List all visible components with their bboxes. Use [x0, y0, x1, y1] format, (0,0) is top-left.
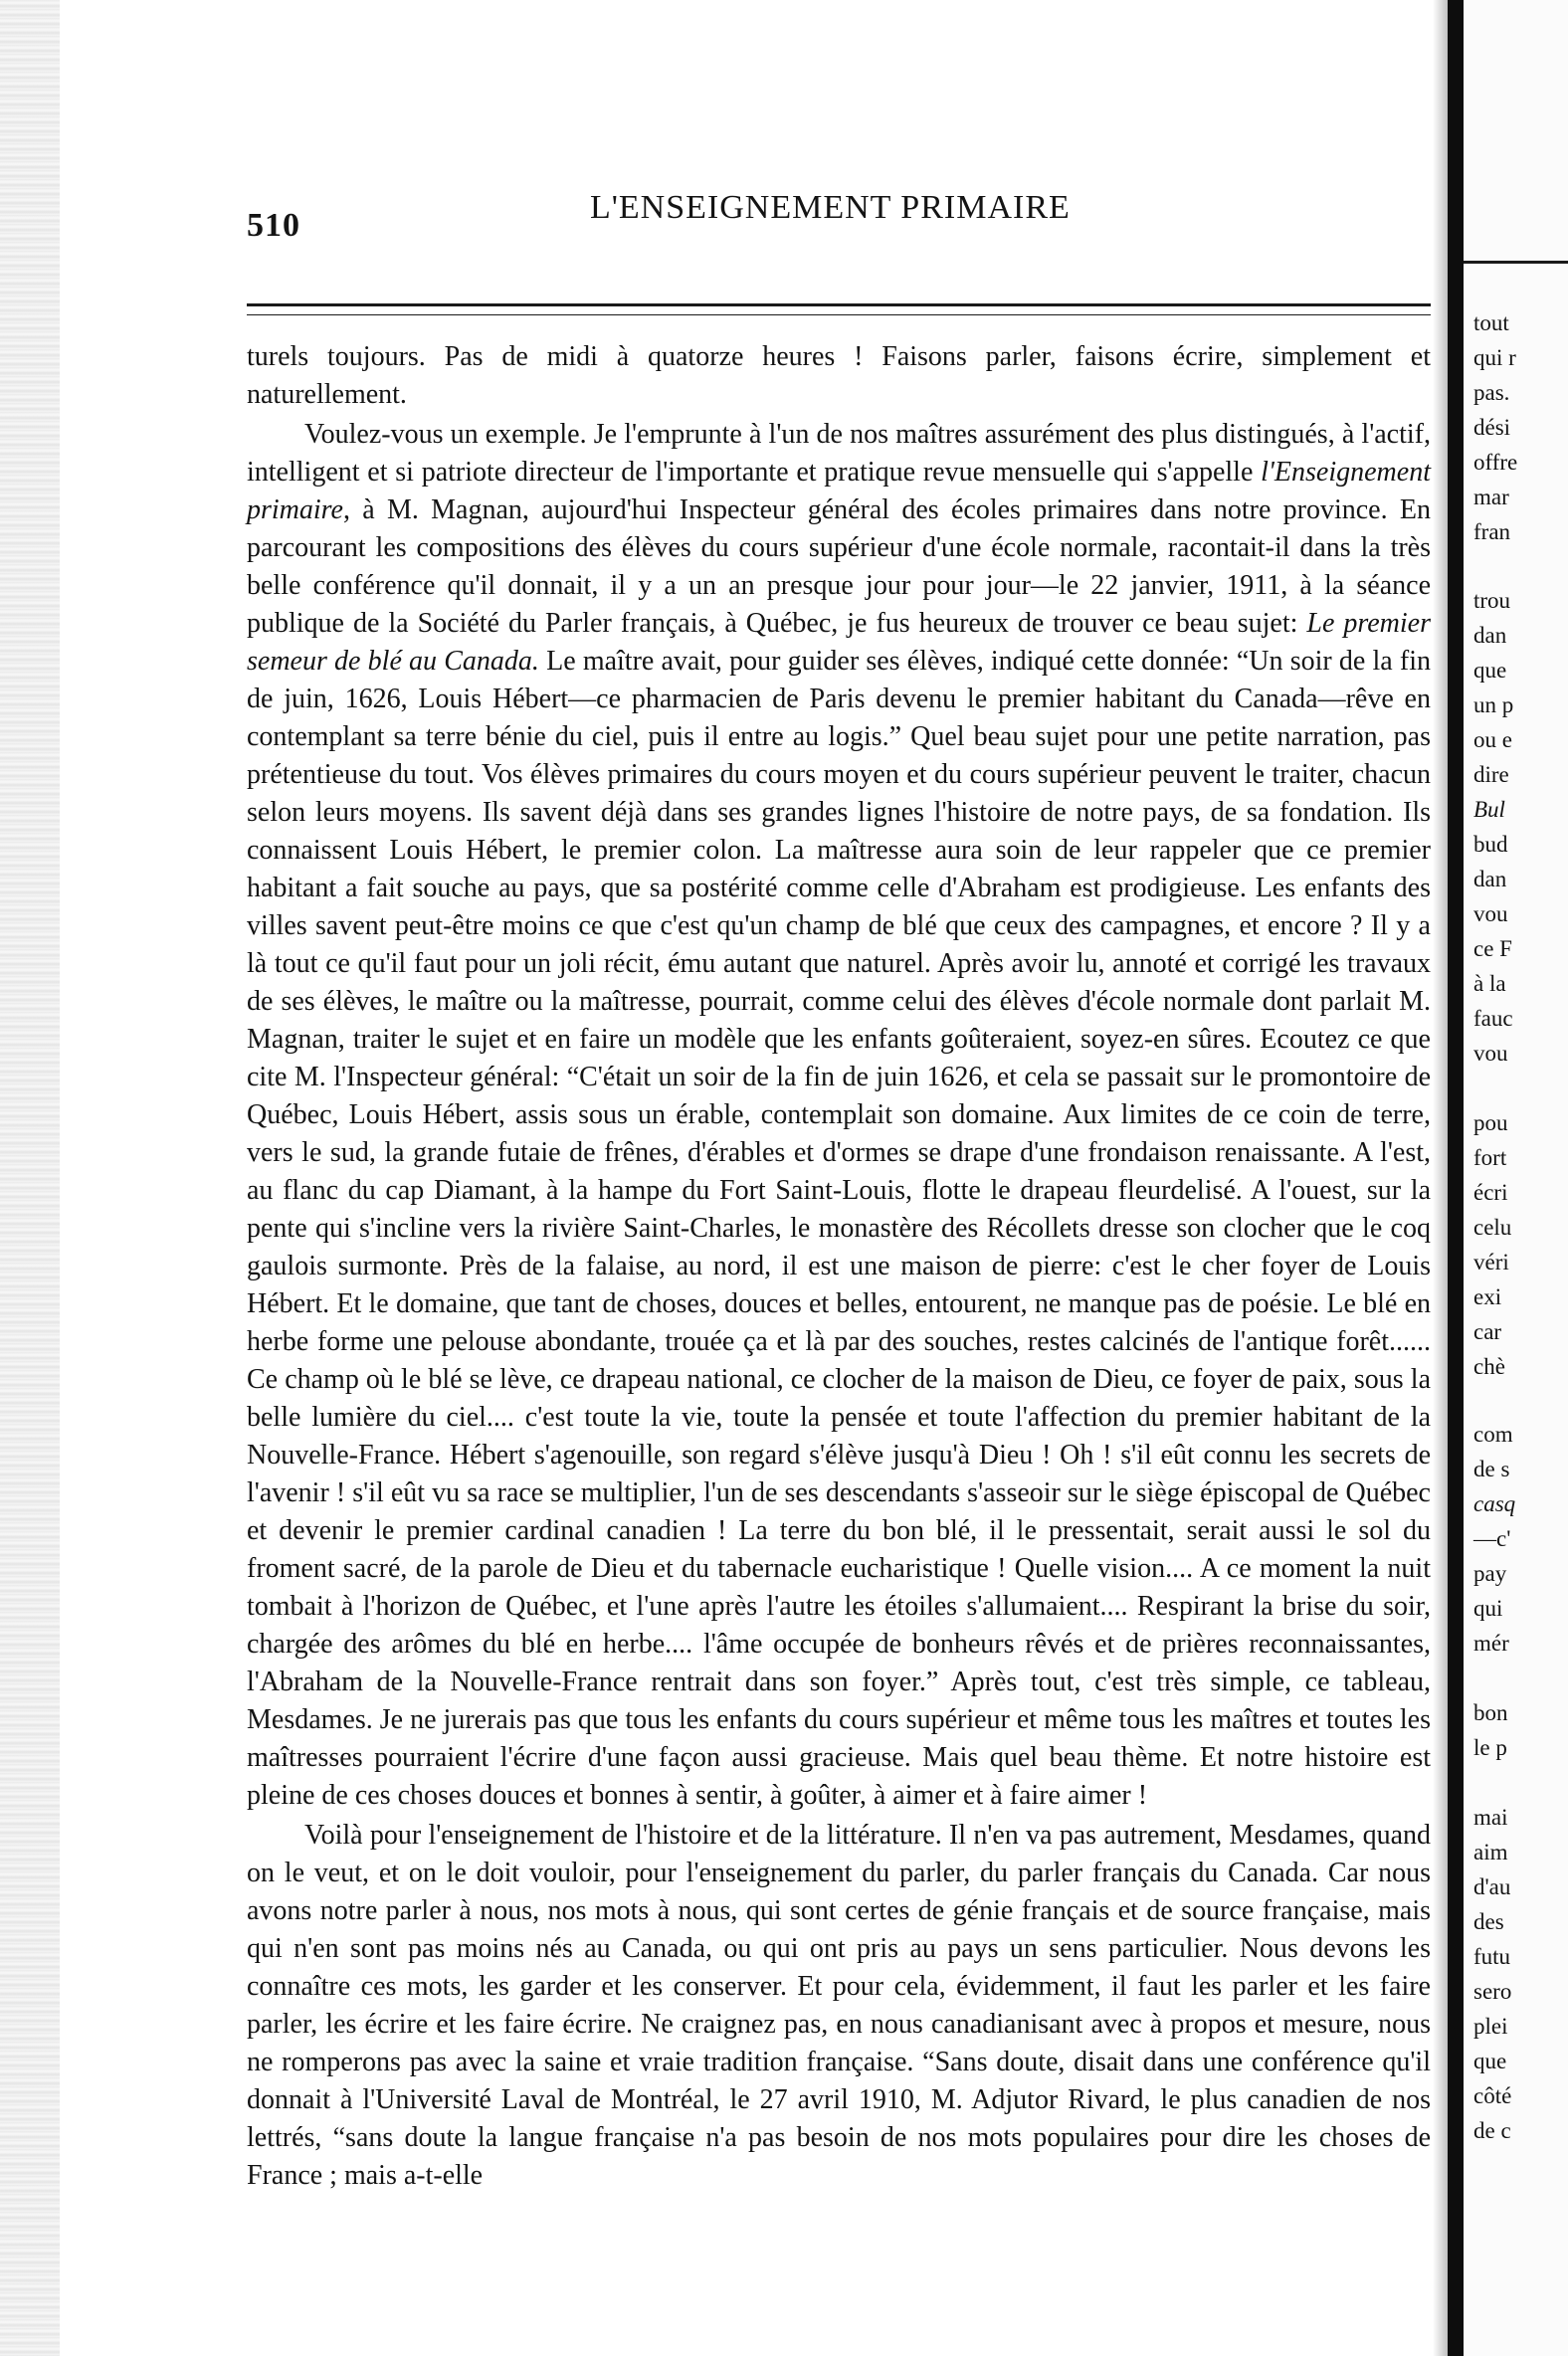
next-page-fragment: de c — [1473, 2118, 1511, 2143]
next-page-fragment: trou — [1473, 588, 1511, 613]
next-page-fragment: de s — [1473, 1457, 1510, 1481]
next-page-fragment: vou — [1473, 901, 1508, 926]
paragraph-2-part-a: Voulez-vous un exemple. Je l'emprunte à l'un de nos maîtres assurément des plus distingués, à l'actif, intelligent et si patriote directeur de l'importante et pratique revue mensuelle qui s'appelle — [247, 419, 1431, 488]
next-page-fragment: un p — [1473, 692, 1514, 717]
next-page-fragment: ce F — [1473, 936, 1512, 961]
paragraph-1: turels toujours. Pas de midi à quatorze heures ! Faisons parler, faisons écrire, simplement et naturellement. — [247, 341, 1431, 410]
next-page-fragment: mar — [1473, 485, 1509, 509]
next-page-fragment: à la — [1473, 971, 1506, 996]
page-number: 510 — [247, 207, 300, 244]
paragraph-2-part-c: Le maître avait, pour guider ses élèves, indiqué cette donnée: “Un soir de la fin de juin, 1626, Louis Hébert—ce pharmacien de Paris devenu le premier habitant du Canada—rêve en contemplant sa terre bénie du ciel, puis il entre au logis.” Quel beau sujet pour une petite narration, pas prétentieuse du tout. Vos élèves primaires du cours moyen et du cours supérieur peuvent le traiter, chacun selon leurs moyens. Ils savent déjà dans ses grandes lignes l'histoire de notre pays, de sa fondation. Ils connaissent Louis Hébert, le premier colon. La maîtresse aura soin de leur rappeler que ce premier habitant a fait souche au pays, que sa postérité comme celle d'Abraham est prodigieuse. Les enfants des villes savent peut-être moins ce que c'est qu'un champ de blé que ceux des campagnes, et encore ? Il y a là tout ce qu'il faut pour un joli récit, ému autant que naturel. Après avoir lu, annoté et corrigé les travaux de ses élèves, le maître ou la maîtresse, pourrait, comme celui des élèves d'école normale dont parlait M. Magnan, traiter le sujet et en faire un modèle que les enfants goûteraient, soyez-en sûres. Ecoutez ce que cite M. l'Inspecteur général: “C'était un soir de la fin de juin 1626, et cela se passait sur le promontoire de Québec, Louis Hébert, assis sous un érable, contemplait son domaine. Aux limites de ce coin de terre, vers le sud, la grande futaie de frênes, d'érables et d'ormes se drape d'une frondaison renaissante. A l'est, au flanc du cap Diamant, à la hampe du Fort Saint-Louis, flotte le drapeau fleurdelisé. A l'ouest, sur la pente qui s'incline vers la rivière Saint-Charles, le monastère des Récollets dresse son clocher que le coq gaulois surmonte. Près de la falaise, au nord, il est une maison de pierre: c'est le cher foyer de Louis Hébert. Et le domaine, que tant de choses, douces et belles, entourent, ne manque pas de poésie. Le blé en herbe forme une pelouse abondante, trouée ça et là par des souches, restes calcinés de l'antique forêt...... Ce champ où le blé se lève, ce drapeau national, ce clocher de la maison de Dieu, ce foyer de paix, sous la belle lumière du ciel.... c'est toute la vie, toute la pensée et toute l'affection du premier habitant de la Nouvelle-France. Hébert s'agenouille, son regard s'élève jusqu'à Dieu ! Oh ! s'il eût connu les secrets de l'avenir ! s'il eût vu sa race se multiplier, l'un de ses descendants s'asseoir sur le siège épiscopal de Québec et devenir le premier cardinal canadien ! La terre du bon blé, il le pressentait, serait aussi le sol du froment sacré, de la parole de Dieu et du tabernacle eucharistique ! Quelle vision.... A ce moment la nuit tombait à l'horizon de Québec, et l'une après l'autre les étoiles s'allumaient.... Respirant la brise du soir, chargée des arômes du blé en herbe.... l'âme occupée de bonheurs rêvés et de prières reconnaissantes, l'Abraham de la Nouvelle-France rentrait dans son foyer.” Après tout, c'est très simple, ce tableau, Mesdames. Je ne jurerais pas que tous les enfants du cours supérieur et même tous les maîtres et toutes les maîtresses pourraient l'écrire d'une façon aussi gracieuse. Mais quel beau thème. Et notre histoire est pleine de ces choses douces et bonnes à sentir, à goûter, à aimer et à faire aimer ! — [247, 646, 1431, 1811]
next-page-edge — [1464, 0, 1568, 2356]
next-page-fragment: dési — [1473, 415, 1511, 440]
next-page-fragment: chè — [1473, 1354, 1505, 1379]
next-page-fragment: plei — [1473, 2014, 1508, 2039]
next-page-fragment: que — [1473, 658, 1507, 683]
next-page-fragment: bon — [1473, 1700, 1508, 1725]
gutter-shadow — [1433, 0, 1448, 2356]
scan-edge-shadow — [0, 0, 60, 2356]
next-page-fragment: mér — [1473, 1631, 1509, 1656]
next-page-fragment: qui r — [1473, 345, 1516, 370]
next-page-fragment: futu — [1473, 1944, 1511, 1969]
next-page-fragment: mai — [1473, 1805, 1508, 1830]
next-page-fragment: écri — [1473, 1180, 1508, 1205]
next-page-fragment: car — [1473, 1319, 1502, 1344]
paragraph-2-part-b: , à M. Magnan, aujourd'hui Inspecteur général des écoles primaires dans notre province. En parcourant les compositions des élèves du cours supérieur d'une école normale, racontait-il dans la très belle conférence qu'il donnait, il y a un an presque jour pour jour—le 22 janvier, 1911, à la séance publique de la Société du Parler français, à Québec, je fus heureux de trouver ce beau sujet: — [247, 494, 1431, 639]
next-page-fragment: côté — [1473, 2083, 1512, 2108]
next-page-fragment: com — [1473, 1422, 1513, 1447]
next-page-fragment: exi — [1473, 1284, 1502, 1309]
next-page-fragment: —c' — [1473, 1526, 1511, 1551]
next-page-fragment: Bul — [1473, 797, 1505, 822]
body-text — [247, 338, 1431, 2195]
paragraph-2 — [247, 416, 1431, 1815]
next-page-fragment: pas. — [1473, 380, 1510, 405]
next-page-fragment: pay — [1473, 1561, 1507, 1586]
next-page-fragment: dire — [1473, 762, 1509, 787]
next-page-fragment: d'au — [1473, 1874, 1511, 1899]
page-header — [247, 189, 1431, 249]
next-page-fragment: qui — [1473, 1596, 1503, 1621]
next-page-fragment: tout — [1473, 310, 1509, 335]
subject-title: Le premier semeur de blé au Canada. — [247, 608, 1431, 677]
running-title: L'ENSEIGNEMENT PRIMAIRE — [590, 189, 1071, 226]
next-page-fragment: ou e — [1473, 727, 1512, 752]
book-gutter — [1448, 0, 1464, 2356]
next-page-fragment: pou — [1473, 1110, 1508, 1135]
next-page-fragment: bud — [1473, 832, 1508, 857]
next-page-fragment: fauc — [1473, 1006, 1513, 1031]
paragraph-3: Voilà pour l'enseignement de l'histoire et de la littérature. Il n'en va pas autrement, Mesdames, quand on le veut, et on le doit vouloir, pour l'enseignement du parler, du parler français du Canada. Car nous avons notre parler à nous, nos mots à nous, qui sont certes de génie français et de source française, mais qui n'en sont pas moins nés au Canada, ou qui ont pris au pays un sens particulier. Nous devons les connaître ces mots, les garder et les conserver. Et pour cela, évidemment, il faut les parler et les faire parler, les écrire et les faire écrire. Ne craignez pas, en nous canadianisant avec à propos et mesure, nous ne romperons pas avec la saine et vraie tradition française. “Sans doute, disait dans une conférence qu'il donnait à l'Université Laval de Montréal, le 27 avril 1910, M. Adjutor Rivard, le plus canadien de nos lettrés, “sans doute la langue française n'a pas besoin de nos mots populaires pour dire les choses de France ; mais a-t-elle — [247, 1820, 1431, 2191]
next-page-fragment: que — [1473, 2049, 1507, 2073]
next-page-fragment: dan — [1473, 623, 1507, 648]
next-page-fragment: aim — [1473, 1840, 1508, 1865]
next-page-rule — [1464, 261, 1568, 264]
header-rule — [247, 303, 1431, 315]
next-page-fragment: vou — [1473, 1041, 1508, 1066]
journal-title: l'Enseignement primaire — [247, 457, 1431, 525]
next-page-fragment: des — [1473, 1909, 1504, 1934]
next-page-fragment: le p — [1473, 1735, 1507, 1760]
next-page-fragment: fort — [1473, 1145, 1507, 1170]
next-page-fragment: véri — [1473, 1250, 1509, 1275]
next-page-fragment: dan — [1473, 867, 1507, 891]
next-page-fragment: casq — [1473, 1491, 1516, 1516]
next-page-fragment: offre — [1473, 450, 1518, 475]
next-page-fragment: sero — [1473, 1979, 1512, 2004]
next-page-fragment: celu — [1473, 1215, 1512, 1240]
next-page-fragment: fran — [1473, 519, 1511, 544]
